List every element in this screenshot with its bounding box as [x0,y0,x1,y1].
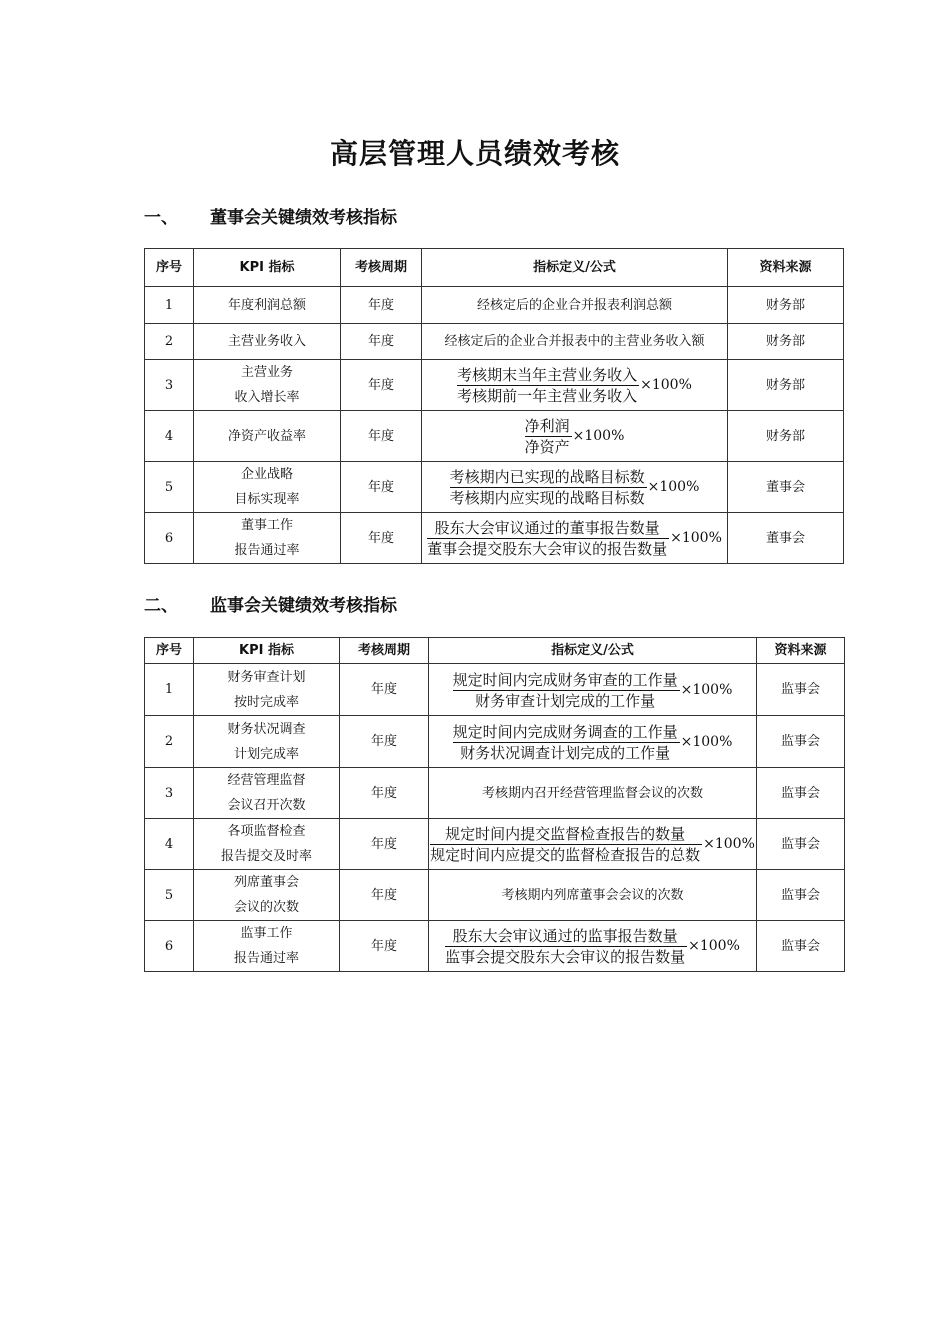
kpi-line: 报告通过率 [234,543,300,558]
cycle: 年度 [341,462,422,513]
table-header-row [145,249,844,287]
source: 监事会 [757,768,845,819]
row-number: 2 [145,324,194,360]
cycle: 年度 [340,664,429,716]
kpi-name [194,411,341,462]
definition [422,513,728,564]
fraction [450,467,647,508]
multiplier: ×100% [640,377,692,393]
multiplier: ×100% [572,428,625,444]
kpi-line: 计划完成率 [233,746,299,762]
section-heading-supervisory [144,591,397,616]
table-row [145,819,845,870]
multiplier: ×100% [688,938,740,954]
table-row [145,462,844,513]
fraction [430,824,702,865]
table-row [145,411,844,462]
kpi-line: 主营业务 [240,365,293,380]
board-kpi-table [144,248,844,564]
definition-text: 经核定后的企业合并报表中的主营业务收入额 [444,334,705,349]
numerator: 规定时间内提交监督检查报告的数量 [430,824,702,845]
fraction [453,722,680,763]
cycle: 年度 [340,716,429,768]
formula [457,365,692,406]
source: 监事会 [757,664,845,716]
formula [525,416,625,457]
header-cycle: 考核周期 [340,638,429,664]
source: 董事会 [728,462,844,513]
section-number: 二、 [144,596,178,616]
row-number: 4 [145,819,194,870]
header-definition: 指标定义/公式 [422,249,728,287]
definition-text: 考核期内召开经营管理监督会议的次数 [481,785,703,801]
kpi-line: 目标实现率 [234,492,300,507]
multiplier: ×100% [703,836,755,852]
kpi-name [194,768,340,819]
cycle: 年度 [341,324,422,360]
definition [429,664,757,716]
kpi-name [194,870,340,921]
definition [422,411,728,462]
multiplier: ×100% [680,733,733,750]
source: 监事会 [757,870,845,921]
numerator: 净利润 [524,417,570,435]
cycle: 年度 [340,870,429,921]
denominator: 监事会提交股东大会审议的报告数量 [445,948,686,966]
kpi-name [194,324,341,360]
fraction [525,416,572,457]
source: 财务部 [728,324,844,360]
source: 财务部 [728,287,844,324]
cycle: 年度 [341,360,422,411]
denominator: 净资产 [524,438,570,456]
definition-text: 经核定后的企业合并报表利润总额 [476,297,672,313]
header-cycle: 考核周期 [341,249,422,287]
kpi-line: 报告通过率 [233,951,299,966]
fraction [457,365,639,406]
definition [429,870,757,921]
definition [422,324,728,360]
formula [427,518,722,559]
kpi-line: 会议的次数 [233,900,299,915]
cycle: 年度 [340,819,429,870]
row-number: 6 [145,921,194,972]
denominator: 规定时间内应提交的监督检查报告的总数 [430,846,701,864]
table-row [145,921,845,972]
kpi-line: 按时完成率 [233,694,299,710]
definition [422,462,728,513]
page-title: 高层管理人员绩效考核 [329,137,620,170]
kpi-line: 财务审查计划 [227,669,306,685]
section-title: 监事会关键绩效考核指标 [210,596,397,616]
header-source: 资料来源 [728,249,844,287]
row-number: 5 [145,462,194,513]
kpi-name [194,287,341,324]
definition [422,360,728,411]
table-row [145,324,844,360]
denominator: 董事会提交股东大会审议的报告数量 [427,540,668,558]
kpi-line: 经营管理监督 [227,773,306,788]
kpi-line: 财务状况调查 [227,721,306,737]
kpi-name [194,360,341,411]
kpi-name [194,462,341,513]
row-number: 3 [145,768,194,819]
table-row [145,870,845,921]
kpi-line: 企业战略 [240,467,293,482]
source: 监事会 [757,716,845,768]
definition-text: 考核期内列席董事会会议的次数 [501,887,684,903]
kpi-name [194,513,341,564]
definition [422,287,728,324]
row-number: 1 [145,287,194,324]
denominator: 考核期前一年主营业务收入 [457,387,638,405]
kpi-line: 主营业务收入 [227,334,306,349]
fraction [427,518,669,559]
kpi-name [194,921,340,972]
row-number: 1 [145,664,194,716]
table-row [145,513,844,564]
section-number: 一、 [144,208,178,228]
numerator: 股东大会审议通过的董事报告数量 [427,518,669,539]
cycle: 年度 [341,411,422,462]
supervisory-kpi-table [144,637,845,972]
denominator: 考核期内应实现的战略目标数 [449,489,645,507]
fraction [445,926,687,967]
kpi-line: 收入增长率 [234,390,300,405]
section-heading-board [144,203,397,228]
table-row [145,716,845,768]
numerator: 规定时间内完成财务审查的工作量 [452,670,678,689]
kpi-line: 列席董事会 [233,875,299,890]
multiplier: ×100% [647,479,700,495]
header-source: 资料来源 [757,638,845,664]
definition [429,768,757,819]
definition [429,716,757,768]
cycle: 年度 [341,513,422,564]
header-kpi: KPI 指标 [194,249,341,287]
cycle: 年度 [340,768,429,819]
source: 监事会 [757,819,845,870]
numerator: 规定时间内完成财务调查的工作量 [452,722,678,741]
source: 财务部 [728,360,844,411]
table-row [145,768,845,819]
formula [453,670,733,711]
kpi-name [194,819,340,870]
source: 监事会 [757,921,845,972]
kpi-line: 监事工作 [240,926,293,941]
formula [430,824,755,865]
definition [429,819,757,870]
fraction [453,670,680,711]
cycle: 年度 [341,287,422,324]
definition [429,921,757,972]
cycle: 年度 [340,921,429,972]
numerator: 考核期内已实现的战略目标数 [449,468,645,486]
kpi-line: 年度利润总额 [227,297,306,313]
kpi-name [194,716,340,768]
kpi-line: 各项监督检查 [227,824,306,839]
header-no: 序号 [145,638,194,664]
kpi-line: 会议召开次数 [227,798,306,813]
formula [453,722,733,763]
source: 董事会 [728,513,844,564]
source: 财务部 [728,411,844,462]
header-definition: 指标定义/公式 [429,638,757,664]
header-no: 序号 [145,249,194,287]
table-row [145,664,845,716]
row-number: 3 [145,360,194,411]
kpi-name [194,664,340,716]
kpi-line: 报告提交及时率 [220,849,312,864]
formula [450,467,700,508]
multiplier: ×100% [680,681,733,698]
row-number: 2 [145,716,194,768]
table-row [145,287,844,324]
table-header-row [145,638,845,664]
numerator: 考核期末当年主营业务收入 [457,366,638,384]
row-number: 6 [145,513,194,564]
table-row [145,360,844,411]
denominator: 财务审查计划完成的工作量 [475,691,656,710]
formula [445,926,740,967]
kpi-line: 董事工作 [240,518,293,533]
denominator: 财务状况调查计划完成的工作量 [460,743,671,762]
row-number: 5 [145,870,194,921]
section-title: 董事会关键绩效考核指标 [210,208,397,228]
header-kpi: KPI 指标 [194,638,340,664]
row-number: 4 [145,411,194,462]
kpi-line: 净资产收益率 [227,428,306,444]
multiplier: ×100% [670,530,722,546]
numerator: 股东大会审议通过的监事报告数量 [445,926,687,947]
